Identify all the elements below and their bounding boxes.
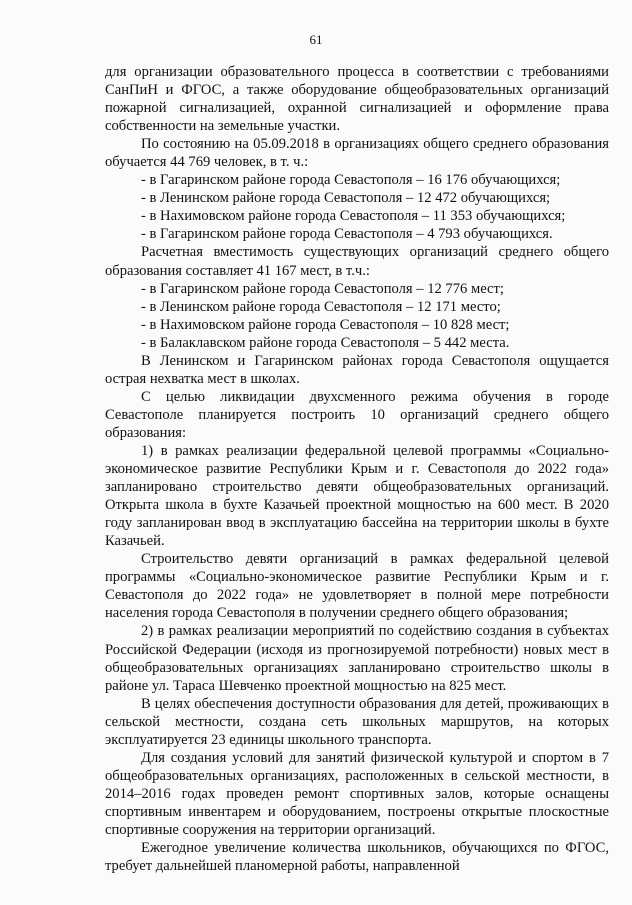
body-text	[105, 63, 609, 875]
list-item: - в Ленинском районе города Севастополя – 12 171 место;	[141, 298, 501, 315]
paragraph: Строительство девяти организаций в рамках федеральной целевой программы «Социально-экономическое развитие Республики Крым и г. Севастополя до 2022 года» не удовлетворяет в полной мере потребности населения города Севастополя в получении среднего общего образования;	[105, 551, 609, 622]
paragraph: 2) в рамках реализации мероприятий по содействию создания в субъектах Российской Федерации (исходя из прогнозируемой потребности) новых мест в общеобразовательных организациях запланировано строительство школы в районе ул. Тараса Шевченко проектной мощностью на 825 мест.	[105, 623, 609, 694]
list-item: - в Нахимовском районе города Севастополя – 11 353 обучающихся;	[141, 208, 566, 225]
page-number: 61	[309, 32, 323, 47]
paragraph: Для создания условий для занятий физической культурой и спортом в 7 общеобразовательных организациях, расположенных в сельской местности, в 2014–2016 годах проведен ремонт спортивных залов, которые оснащены спортивным инвентарем и оборудованием, построены открытые плоскостные спортивные сооружения на территории организаций.	[105, 749, 609, 838]
paragraph: В Ленинском и Гагаринском районах города Севастополя ощущается острая нехватка мест в школах.	[105, 352, 609, 387]
list-item: - в Балаклавском районе города Севастополя – 5 442 места.	[141, 334, 510, 351]
paragraph: для организации образовательного процесса в соответствии с требованиями СанПиН и ФГОС, а также оборудование общеобразовательных организаций пожарной сигнализацией, охранной сигнализацией и оформление права собственности на земельные участки.	[105, 64, 609, 135]
list-item: - в Гагаринском районе города Севастополя – 12 776 мест;	[141, 280, 504, 297]
list-item: - в Ленинском районе города Севастополя – 12 472 обучающихся;	[141, 190, 551, 207]
list-item: - в Гагаринском районе города Севастополя – 4 793 обучающихся.	[141, 226, 553, 243]
paragraph: 1) в рамках реализации федеральной целевой программы «Социально-экономическое развитие Республики Крым и г. Севастополя до 2022 года» запланировано строительство девяти общеобразовательных организаций. Открыта школа в бухте Казачьей проектной мощностью на 600 мест. В 2020 году запланирован ввод в эксплуатацию бассейна на территории школы в бухте Казачьей.	[105, 442, 609, 550]
paragraph: В целях обеспечения доступности образования для детей, проживающих в сельской местности, создана сеть школьных маршрутов, на которых эксплуатируется 23 единицы школьного транспорта.	[105, 695, 609, 748]
paragraph: По состоянию на 05.09.2018 в организациях общего среднего образования обучается 44 769 человек, в т. ч.:	[105, 136, 609, 171]
paragraph: Расчетная вместимость существующих организаций среднего общего образования составляет 41 167 мест, в т.ч.:	[105, 244, 609, 279]
list-item: - в Нахимовском районе города Севастополя – 10 828 мест;	[141, 316, 510, 333]
list-item: - в Гагаринском районе города Севастополя – 16 176 обучающихся;	[141, 172, 561, 189]
paragraph: С целью ликвидации двухсменного режима обучения в городе Севастополе планируется построить 10 организаций среднего общего образования:	[105, 388, 609, 441]
paragraph: Ежегодное увеличение количества школьников, обучающихся по ФГОС, требует дальнейшей планомерной работы, направленной	[105, 840, 609, 875]
